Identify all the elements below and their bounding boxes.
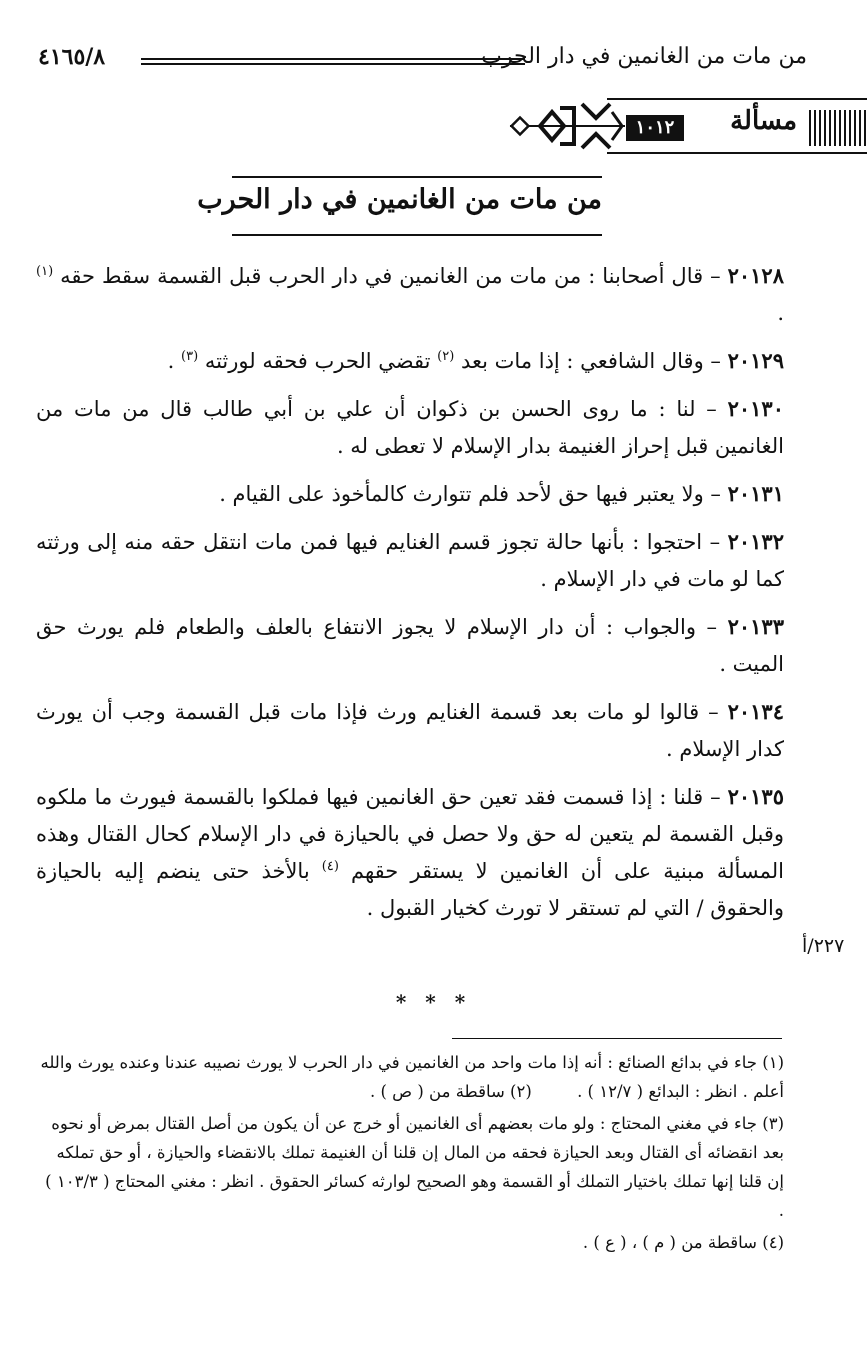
footnote-text: (٢) ساقطة من ( ص ) .: [370, 1082, 532, 1101]
footnote-rule: [452, 1038, 782, 1039]
banner-stripes: [809, 110, 867, 146]
paragraph-number: ٢٠١٢٩: [727, 348, 784, 373]
footnote: [36, 1109, 784, 1225]
paragraph: [36, 778, 784, 927]
paragraph-text: – قلنا : إذا قسمت فقد تعين حق الغانمين فيها فملكوا بالقسمة فيورث ما ملكوه وقبل القسمة لم يتعين له حق ولا حصل في بالحيازة في دار الإسلام كحال القتال وهذه المسألة مبنية على أن الغانمين لا يستقر حقهم: [36, 785, 784, 883]
paragraph-number: ٢٠١٣٣: [727, 614, 784, 639]
masala-banner: [500, 98, 867, 154]
paragraph-number: ٢٠١٣٢: [727, 529, 784, 554]
footnote-ref: (٤): [321, 859, 339, 874]
section-separator: * * *: [395, 990, 472, 1014]
paragraph: [36, 608, 784, 683]
running-header-page-number: ٤١٦٥/٨: [38, 44, 106, 70]
paragraph-text: – ولا يعتبر فيها حق لأحد فلم تتوارث كالمأخوذ على القيام .: [219, 482, 728, 506]
paragraph-text: – لنا : ما روى الحسن بن ذكوان أن علي بن أبي طالب قال من مات من الغانمين قبل إحراز الغنيمة بدار الإسلام لا تعطى له .: [36, 397, 784, 458]
paragraph: [36, 523, 784, 598]
paragraph-text: – احتجوا : بأنها حالة تجوز قسم الغنايم فيها فمن مات انتقل حقه منه إلى ورثته كما لو مات في دار الإسلام .: [36, 530, 784, 591]
paragraph-tail: .: [777, 301, 784, 325]
footnote: [36, 1048, 784, 1106]
footnote-ref: (٣): [181, 349, 199, 364]
paragraph-text-cont: تقضي الحرب فحقه لورثته: [198, 349, 438, 373]
paragraph-text: – قال أصحابنا : من مات من الغانمين في دار الحرب قبل القسمة سقط حقه: [53, 264, 728, 288]
footnote-text: (٤) ساقطة من ( م ) ، ( ع ) .: [582, 1233, 784, 1252]
banner-bar: [607, 98, 867, 154]
paragraph-number: ٢٠١٣٠: [727, 396, 784, 421]
paragraph-text: – وقال الشافعي : إذا مات بعد: [454, 349, 728, 373]
paragraph: [36, 390, 784, 465]
paragraph: [36, 342, 784, 380]
body-text: [36, 257, 784, 937]
footnote-text: (١) جاء في بدائع الصنائع : أنه إذا مات واحد من الغانمين في دار الحرب لا يورث نصيبه عندنا وعنده يورث والله أعلم . انظر : البدائع ( ١٢/٧ ) .: [40, 1053, 784, 1101]
paragraph-text: – قالوا لو مات بعد قسمة الغنايم ورث فإذا مات قبل القسمة وجب أن يورث كدار الإسلام .: [36, 700, 784, 761]
running-header: [38, 44, 807, 84]
masala-number: ١٠١٢: [626, 115, 684, 141]
footnotes: [36, 1048, 784, 1260]
manuscript-folio-note: ٢٢٧/أ: [802, 935, 845, 957]
paragraph: [36, 693, 784, 768]
paragraph-number: ٢٠١٣١: [727, 481, 784, 506]
section-title: من مات من الغانمين في دار الحرب: [197, 184, 602, 215]
footnote-text: (٣) جاء في مغني المحتاج : ولو مات بعضهم أى الغانمين أو خرج عن أن يكون من أصل القتال بمرض أو نحوه بعد انقضائه أى القتال وبعد الحيازة فحقه من المال إن قلنا أن الغنيمة تملك بالانقضاء والحيازة ، أو حق تملكه إن قلنا إنها تملك باختيار التملك أو القسمة وهو الصحيح لوارثه كسائر الحقوق . انظر : مغني المحتاج ( ١٠٣/٣ ) .: [45, 1114, 784, 1220]
paragraph-text-cont: بالأخذ حتى ينضم إليه بالحيازة والحقوق / التي لم تستقر لا تورث كخيار القبول .: [36, 859, 784, 920]
title-rule-top: [232, 176, 602, 178]
paragraph: [36, 475, 784, 513]
paragraph-number: ٢٠١٣٤: [727, 699, 784, 724]
paragraph-number: ٢٠١٣٥: [727, 784, 784, 809]
paragraph: [36, 257, 784, 332]
footnote: [36, 1228, 784, 1257]
masala-label: مسألة: [730, 106, 797, 136]
paragraph-number: ٢٠١٢٨: [727, 263, 784, 288]
title-rule-bottom: [232, 234, 602, 236]
paragraph-text: – والجواب : أن دار الإسلام لا يجوز الانتفاع بالعلف والطعام فلم يورث حق الميت .: [36, 615, 784, 676]
running-header-rule: [141, 58, 525, 65]
running-header-title: من مات من الغانمين في دار الحرب: [481, 44, 807, 69]
footnote-ref: (١): [36, 264, 54, 279]
footnote-ref: (٢): [437, 349, 455, 364]
paragraph-tail: .: [167, 349, 181, 373]
